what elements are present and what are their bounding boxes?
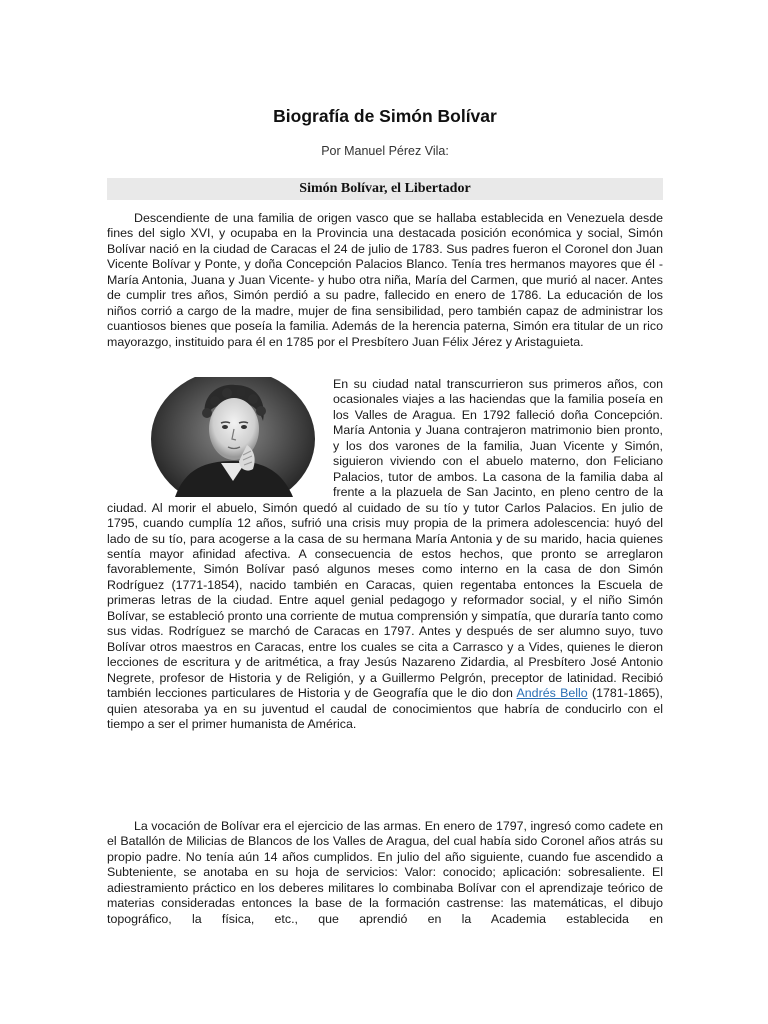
portrait-image (135, 377, 331, 497)
paragraph-2-text-end: (1781-1865), quien atesoraba ya en su juventud el caudal de conocimientos que habría de conducirlo con el tiempo a ser el primer humanista de América. (107, 686, 663, 731)
page-title: Biografía de Simón Bolívar (273, 106, 497, 126)
section-heading: Simón Bolívar, el Libertador (107, 178, 663, 200)
portrait-engraving (135, 377, 331, 497)
paragraph-2 (107, 377, 663, 732)
paragraph-1: Descendiente de una familia de origen vasco que se hallaba establecida en Venezuela desde fines del siglo XVI, y ocupaba en la Provincia una destacada posición económica y social, Simón Bolívar nació en la ciudad de Caracas el 24 de julio de 1783. Sus padres fueron el Coronel don Juan Vicente Bolívar y Ponte, y doña Concepción Palacios Blanco. Tenía tres hermanos mayores que él -María Antonia, Juana y Juan Vicente- y hubo otra niña, María del Carmen, que murió al nacer. Antes de cumplir tres años, Simón perdió a su padre, fallecido en enero de 1786. La educación de los niños corrió a cargo de la madre, mujer de fina sensibilidad, pero también capaz de administrar los cuantiosos bienes que poseía la familia. Además de la herencia paterna, Simón era titular de un rico mayorazgo, instituido para él en 1785 por el Presbítero Juan Félix Jérez y Aristaguieta. (107, 211, 663, 349)
andres-bello-link[interactable]: Andrés Bello (516, 686, 588, 701)
paragraph-3: La vocación de Bolívar era el ejercicio de las armas. En enero de 1797, ingresó como cadete en el Batallón de Milicias de Blancos de los Valles de Aragua, del cual había sido Coronel años atrás su propio padre. No tenía aún 14 años cumplidos. En julio del año siguiente, cuando fue ascendido a Subteniente, se anotaba en su hoja de servicios: Valor: conocido; aplicación: sobresaliente. El adiestramiento práctico en los deberes militares lo combinaba Bolívar con el aprendizaje teórico de materias consideradas entonces la base de la formación castrense: las matemáticas, el dibujo topográfico, la física, etc., que aprendió en la Academia establecida en (107, 819, 663, 926)
author-byline: Por Manuel Pérez Vila: (321, 144, 449, 158)
paragraph-2-text: En su ciudad natal transcurrieron sus primeros años, con ocasionales viajes a las haciendas que la familia poseía en los Valles de Aragua. En 1792 falleció doña Concepción. María Antonia y Juana contrajeron matrimonio bien pronto, y los dos varones de la familia, Juan Vicente y Simón, siguieron viviendo con el abuelo materno, don Feliciano Palacios, tutor de ambos. La casona de la familia daba al frente a la plazuela de San Jacinto, en pleno centro de la ciudad. Al morir el abuelo, Simón quedó al cuidado de su tío y tutor Carlos Palacios. En julio de 1795, cuando cumplía 12 años, sufrió una crisis muy propia de la primera adolescencia: huyó del lado de su tío, para acogerse a la casa de su hermana María Antonia y de su marido, hacia quienes sentía mayor afinidad afectiva. A consecuencia de estos hechos, que pronto se arreglaron favorablemente, Simón Bolívar pasó algunos meses como interno en la casa de don Simón Rodríguez (1771-1854), nacido también en Caracas, quien regentaba entonces la Escuela de primeras letras de la ciudad. Entre aquel genial pedagogo y reformador social, y el niño Simón Bolívar, se estableció pronto una corriente de mutua comprensión y simpatía, que duraría tanto como sus vidas. Rodríguez se marchó de Caracas en 1797. Antes y después de ser alumno suyo, tuvo Bolívar otros maestros en Caracas, entre los cuales se cita a Carrasco y a Vides, quienes le dieron lecciones de escritura y de aritmética, a fray Jesús Nazareno Zidardia, al Presbítero José Antonio Negrete, profesor de Historia y de Religión, y a Guillermo Pelgrón, preceptor de latinidad. Recibió también lecciones particulares de Historia y de Geografía que le dio don (107, 377, 663, 701)
